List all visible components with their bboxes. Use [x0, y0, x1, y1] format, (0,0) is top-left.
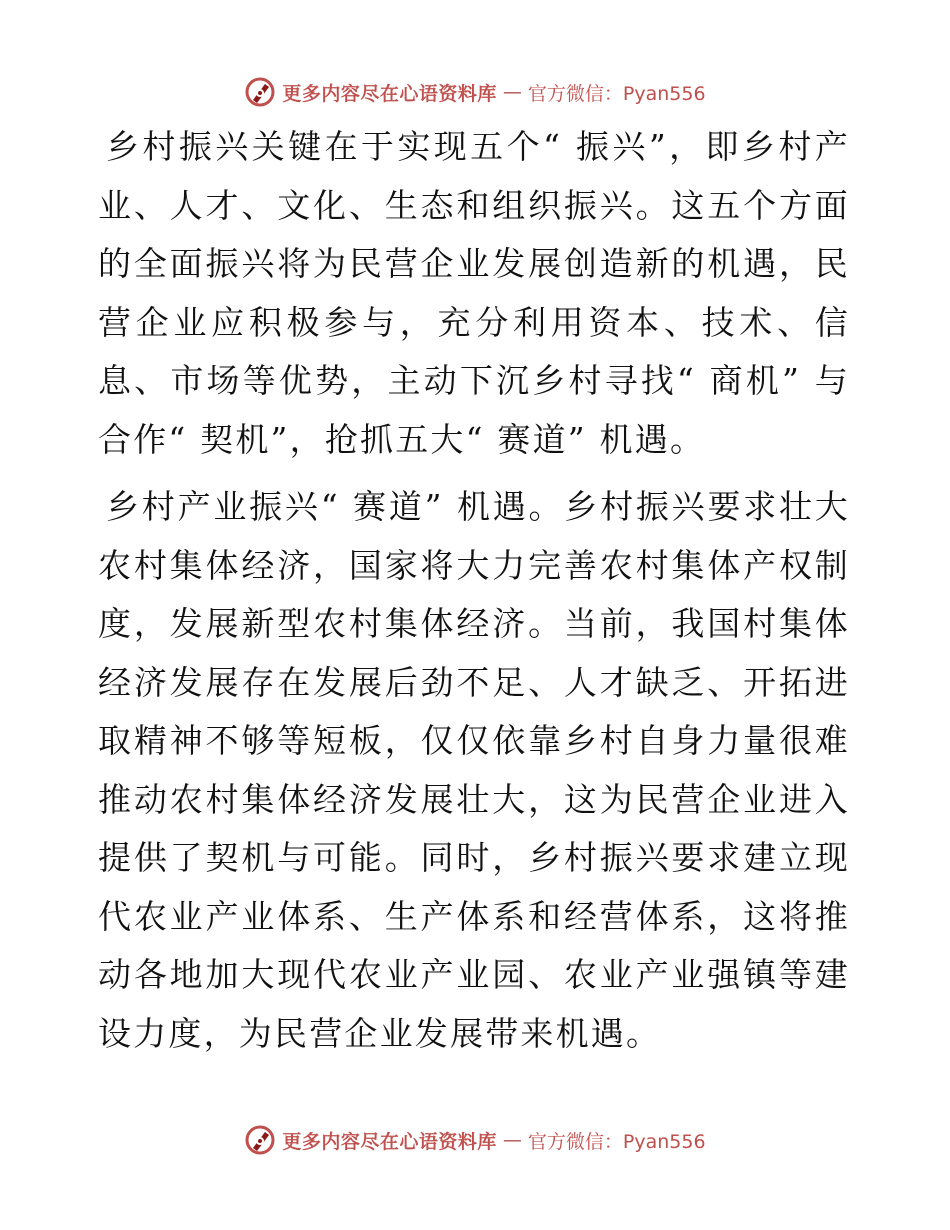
header-watermark [0, 72, 950, 112]
document-body [98, 118, 850, 1063]
watermark-text: 更多内容尽在心语资料库 [282, 82, 497, 105]
watermark-text: 更多内容尽在心语资料库 [282, 1130, 497, 1153]
footer-watermark [0, 1120, 950, 1160]
watermark-wechat: 官方微信：Pyan556 [527, 1130, 706, 1153]
watermark-dash: — [502, 1129, 522, 1151]
paragraph: 乡村振兴关键在于实现五个“ 振兴”，即乡村产业、人才、文化、生态和组织振兴。这五个方面的全面振兴将为民营企业发展创造新的机遇，民营企业应积极参与，充分利用资本、技术、信息、市场等优势，主动下沉乡村寻找“ 商机” 与合作“ 契机”，抢抓五大“ 赛道” 机遇。 [98, 127, 850, 459]
watermark-dash: — [502, 81, 522, 103]
watermark-wechat: 官方微信：Pyan556 [527, 82, 706, 105]
pen-circle-logo-icon [244, 76, 276, 108]
pen-circle-logo-icon [244, 1124, 276, 1156]
paragraph: 乡村产业振兴“ 赛道” 机遇。乡村振兴要求壮大农村集体经济，国家将大力完善农村集体产权制度，发展新型农村集体经济。当前，我国村集体经济发展存在发展后劲不足、人才缺乏、开拓进取精神不够等短板，仅仅依靠乡村自身力量很难推动农村集体经济发展壮大，这为民营企业进入提供了契机与可能。同时，乡村振兴要求建立现代农业产业体系、生产体系和经营体系，这将推动各地加大现代农业产业园、农业产业强镇等建设力度，为民营企业发展带来机遇。 [98, 487, 850, 1053]
